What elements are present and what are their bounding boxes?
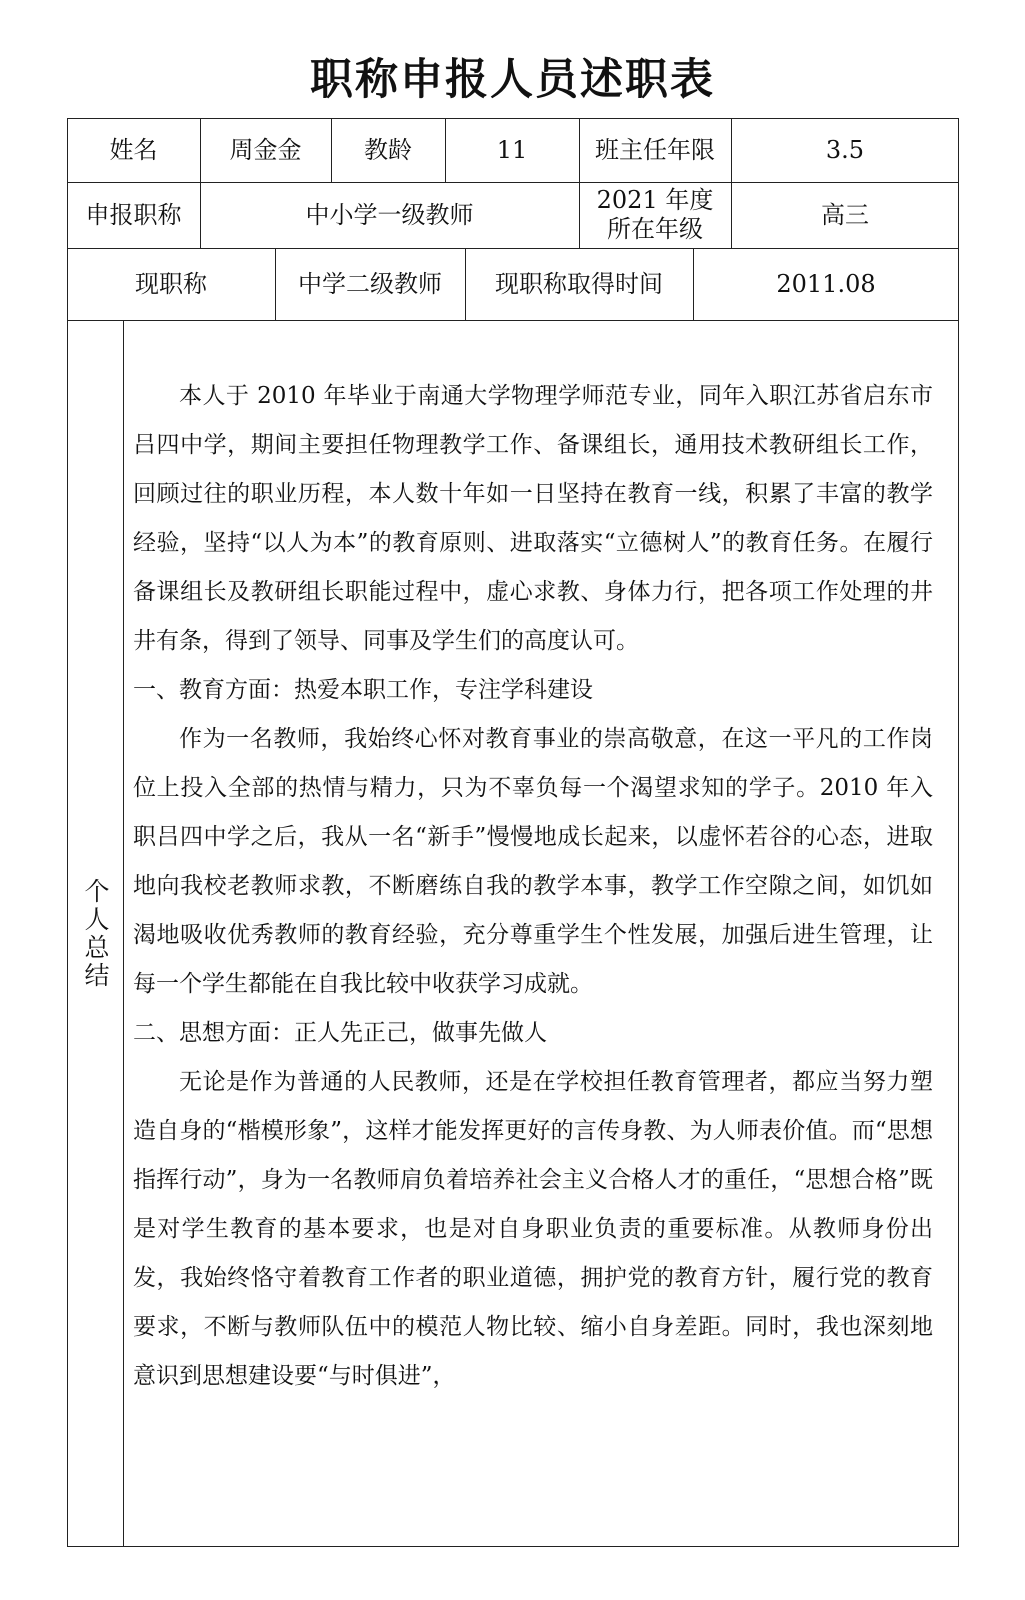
grade-label-line2: 所在年级 [607,215,703,243]
summary-paragraph: 无论是作为普通的人民教师，还是在学校担任教育管理者，都应当努力塑造自身的“楷模形象”，这样才能发挥更好的言传身教、为人师表价值。而“思想指挥行动”，身为一名教师肩负着培养社会主义合格人才的重任，“思想合格”既是对学生教育的基本要求，也是对自身职业负责的重要标准。从教师身份出发，我始终恪守着教育工作者的职业道德，拥护党的教育方针，履行党的教育要求，不断与教师队伍中的模范人物比较、缩小自身差距。同时，我也深刻地意识到思想建设要“与时俱进”， [133,1069,933,1389]
current-title-label: 现职称 [135,270,207,298]
section-heading: 二、思想方面：正人先正己，做事先做人 [133,1020,547,1046]
apply-title-value: 中小学一级教师 [305,201,474,229]
head-teacher-years-label: 班主任年限 [595,136,715,164]
teaching-age-label: 教龄 [364,136,412,164]
summary-body [133,372,933,1401]
row-divider [67,320,959,321]
head-teacher-years-value: 3.5 [825,136,865,164]
summary-label: 个人总结 [81,877,110,990]
summary-paragraph: 作为一名教师，我始终心怀对教育事业的崇高敬意，在这一平凡的工作岗位上投入全部的热情与精力，只为不辜负每一个渴望求知的学子。2010 年入职吕四中学之后，我从一名“新手”慢慢地成长起来，以虚怀若谷的心态，进取地向我校老教师求教，不断磨练自我的教学本事，教学工作空隙之间，如饥如渴地吸收优秀教师的教育经验，充分尊重学生个性发展，加强后进生管理，让每一个学生都能在自我比较中收获学习成就。 [133,726,933,997]
document-title: 职称申报人员述职表 [310,55,715,105]
grade-label [579,182,731,248]
obtained-time-value: 2011.08 [776,270,876,298]
section-heading: 一、教育方面：热爱本职工作，专注学科建设 [133,677,593,703]
name-value: 周金金 [229,136,302,164]
grade-value: 高三 [821,201,869,229]
current-title-value: 中学二级教师 [298,270,442,298]
obtained-time-label: 现职称取得时间 [495,270,663,298]
name-label: 姓名 [109,136,158,164]
summary-label-cell [67,320,123,1547]
grade-label-line1: 2021 年度 [596,186,714,214]
teaching-age-value: 11 [496,136,528,164]
apply-title-label: 申报职称 [85,201,182,229]
summary-paragraph: 本人于 2010 年毕业于南通大学物理学师范专业，同年入职江苏省启东市吕四中学，期间主要担任物理教学工作、备课组长，通用技术教研组长工作，回顾过往的职业历程，本人数十年如一日坚持在教育一线，积累了丰富的教学经验，坚持“以人为本”的教育原则、进取落实“立德树人”的教育任务。在履行备课组长及教研组长职能过程中，虚心求教、身体力行，把各项工作处理的井井有条，得到了领导、同事及学生们的高度认可。 [133,383,933,654]
column-divider [123,320,124,1547]
